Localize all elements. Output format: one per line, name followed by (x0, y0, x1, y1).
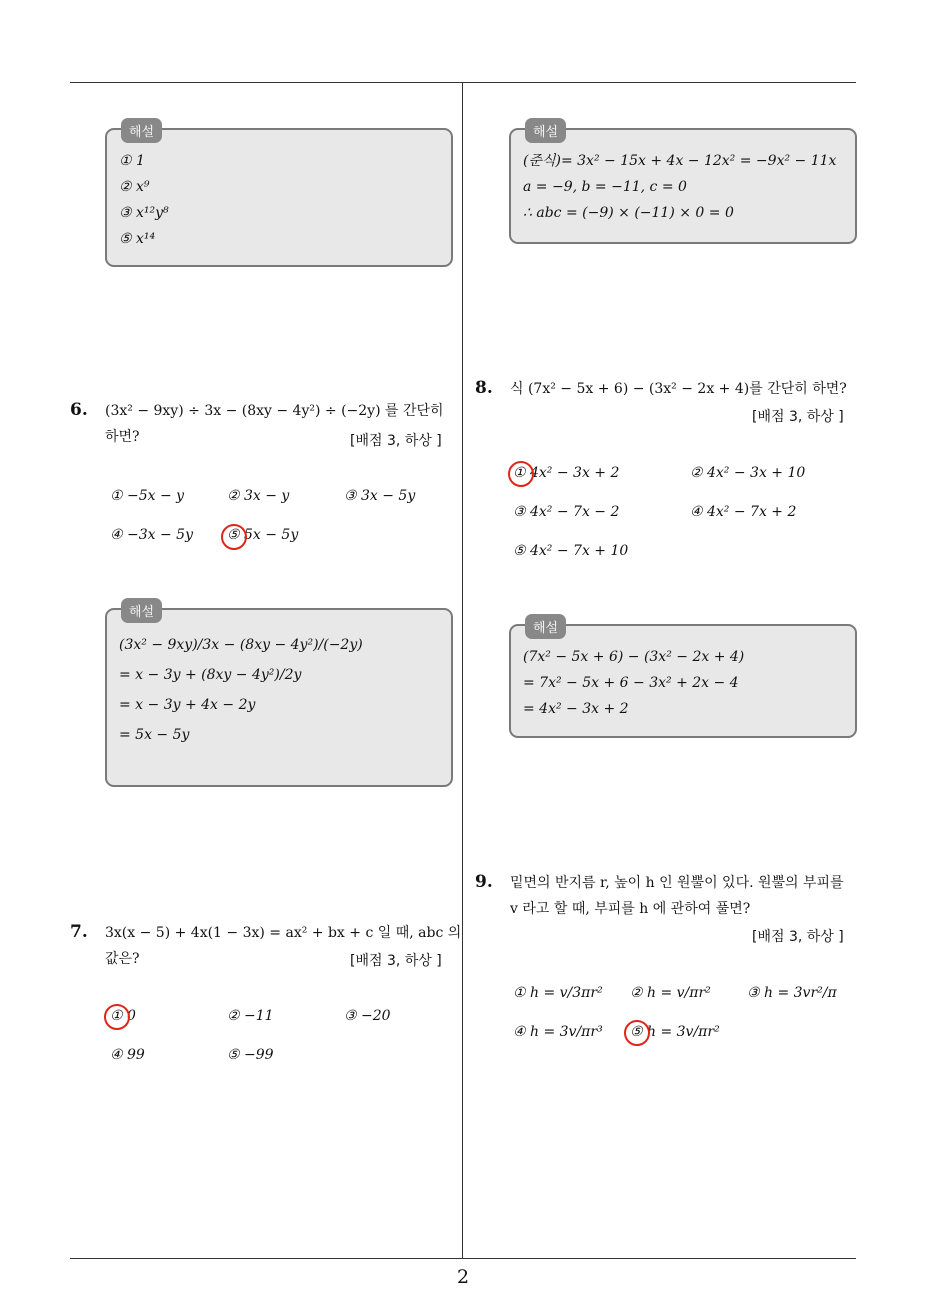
question-number: 9. (475, 872, 493, 892)
option-4[interactable]: ④ h = 3v/πr³ (513, 1024, 603, 1040)
option-2[interactable]: ② 4x² − 3x + 10 (690, 465, 806, 481)
answer-circle (104, 1004, 130, 1030)
question-meta: [배점 3, 하상 ] (752, 929, 844, 945)
question-line: v 라고 할 때, 부피를 h 에 관하여 풀면? (510, 901, 751, 917)
option-2[interactable]: ② 3x − y (227, 488, 290, 504)
question-meta: [배점 3, 하상 ] (752, 409, 844, 425)
option-5[interactable]: ⑤ 5x − 5y (227, 527, 299, 543)
option-5[interactable]: ⑤ h = 3v/πr² (630, 1024, 720, 1040)
solution-line: ③ x¹²y⁸ (119, 205, 169, 221)
question-line: 3x(x − 5) + 4x(1 − 3x) = ax² + bx + c 일 때, abc 의 (105, 925, 462, 941)
answer-circle (624, 1020, 650, 1046)
option-2[interactable]: ② h = v/πr² (630, 985, 711, 1001)
option-3[interactable]: ③ 4x² − 7x − 2 (513, 504, 620, 520)
solution-tag: 해설 (121, 598, 162, 623)
question-text (510, 870, 860, 922)
bottom-rule (70, 1258, 856, 1259)
solution-tag: 해설 (121, 118, 162, 143)
solution-line: a = −9, b = −11, c = 0 (523, 179, 687, 195)
solution-line: (준식)= 3x² − 15x + 4x − 12x² = −9x² − 11x (523, 153, 837, 169)
solution-line: = x − 3y + (8xy − 4y²)/2y (119, 667, 302, 683)
solution-line: (7x² − 5x + 6) − (3x² − 2x + 4) (523, 649, 745, 665)
question-text (510, 376, 860, 402)
solution-box-q5 (105, 125, 453, 267)
question-meta: [배점 3, 하상 ] (350, 433, 442, 449)
question-line: 밑면의 반지름 r, 높이 h 인 원뿔이 있다. 원뿔의 부피를 (510, 875, 844, 891)
option-1[interactable]: ① −5x − y (110, 488, 185, 504)
page-number: 2 (456, 1266, 470, 1288)
solution-line: ⑤ x¹⁴ (119, 231, 156, 247)
solution-line: = 4x² − 3x + 2 (523, 701, 629, 717)
option-5[interactable]: ⑤ −99 (227, 1047, 274, 1063)
solution-box-q8 (509, 621, 857, 738)
question-line: 하면? (105, 429, 140, 445)
solution-tag: 해설 (525, 118, 566, 143)
question-number: 6. (70, 400, 88, 420)
option-2[interactable]: ② −11 (227, 1008, 274, 1024)
option-1[interactable]: ① 0 (110, 1008, 136, 1024)
answer-circle (221, 524, 247, 550)
option-1[interactable]: ① 4x² − 3x + 2 (513, 465, 620, 481)
solution-line: ∴ abc = (−9) × (−11) × 0 = 0 (523, 205, 734, 221)
option-5[interactable]: ⑤ 4x² − 7x + 10 (513, 543, 629, 559)
solution-line: ① 1 (119, 153, 145, 169)
question-line: (3x² − 9xy) ÷ 3x − (8xy − 4y²) ÷ (−2y) 를 간단히 (105, 403, 444, 419)
column-divider (462, 82, 463, 1258)
option-3[interactable]: ③ −20 (344, 1008, 391, 1024)
question-meta: [배점 3, 하상 ] (350, 953, 442, 969)
solution-line: = 5x − 5y (119, 727, 190, 743)
solution-box-q6 (105, 605, 453, 787)
answer-circle (508, 461, 534, 487)
option-1[interactable]: ① h = v/3πr² (513, 985, 603, 1001)
option-3[interactable]: ③ 3x − 5y (344, 488, 416, 504)
question-number: 8. (475, 378, 493, 398)
option-4[interactable]: ④ −3x − 5y (110, 527, 193, 543)
option-4[interactable]: ④ 99 (110, 1047, 145, 1063)
question-number: 7. (70, 922, 88, 942)
question-line: 값은? (105, 951, 140, 967)
solution-line: (3x² − 9xy)/3x − (8xy − 4y²)/(−2y) (119, 637, 363, 653)
top-rule (70, 82, 856, 83)
option-4[interactable]: ④ 4x² − 7x + 2 (690, 504, 797, 520)
solution-box-q7 (509, 125, 857, 244)
option-3[interactable]: ③ h = 3vr²/π (747, 985, 837, 1001)
solution-line: = x − 3y + 4x − 2y (119, 697, 256, 713)
solution-tag: 해설 (525, 614, 566, 639)
question-line: 식 (7x² − 5x + 6) − (3x² − 2x + 4)를 간단히 하면? (510, 381, 847, 397)
solution-line: ② x⁹ (119, 179, 150, 195)
solution-line: = 7x² − 5x + 6 − 3x² + 2x − 4 (523, 675, 739, 691)
